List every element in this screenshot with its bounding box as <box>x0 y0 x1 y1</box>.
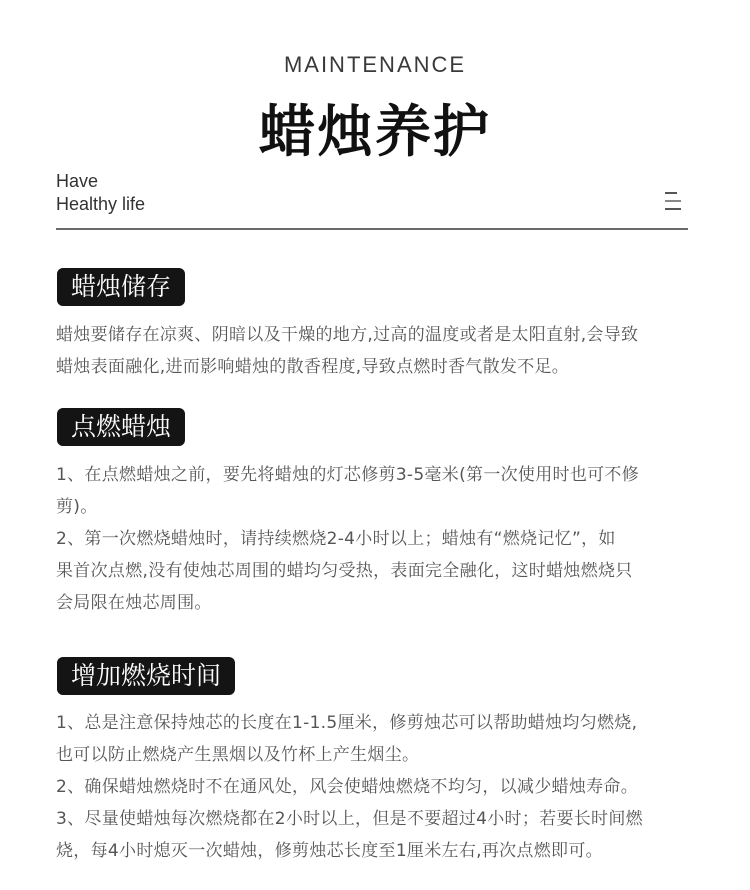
tagline-line-2: Healthy life <box>56 194 146 214</box>
text-line: 会局限在烛芯周围。 <box>56 593 212 613</box>
text-line: 2、确保蜡烛燃烧时不在通风处，风会使蜡烛燃烧不均匀，以减少蜡烛寿命。 <box>56 777 639 797</box>
text-line: 2、第一次燃烧蜡烛时，请持续燃烧2-4小时以上；蜡烛有“燃烧记忆”，如 <box>56 529 616 549</box>
text-line: 果首次点燃,没有使烛芯周围的蜡均匀受热，表面完全融化，这时蜡烛燃烧只 <box>56 561 633 581</box>
text-line: 烧，每4小时熄灭一次蜡烛，修剪烛芯长度至1厘米左右,再次点燃即可。 <box>56 841 603 861</box>
text-line: 剪)。 <box>56 497 98 517</box>
header-divider <box>56 228 688 230</box>
section-body-storage <box>56 319 696 383</box>
text-line: 蜡烛表面融化,进而影响蜡烛的散香程度,导致点燃时香气散发不足。 <box>56 357 570 377</box>
section-body-burn-time <box>56 707 696 867</box>
text-line: 3、尽量使蜡烛每次燃烧都在2小时以上，但是不要超过4小时；若要长时间燃 <box>56 809 643 829</box>
text-line: 蜡烛要储存在凉爽、阴暗以及干燥的地方,过高的温度或者是太阳直射,会导致 <box>56 325 639 345</box>
section-heading-burn-time: 增加燃烧时间 <box>57 657 235 695</box>
page-title: 蜡烛养护 <box>259 100 491 165</box>
eyebrow-label: MAINTENANCE <box>283 52 467 77</box>
tagline <box>56 170 145 216</box>
text-line: 1、在点燃蜡烛之前，要先将蜡烛的灯芯修剪3-5毫米(第一次使用时也可不修 <box>56 465 640 485</box>
menu-icon <box>665 192 681 212</box>
section-heading-storage: 蜡烛储存 <box>57 268 185 306</box>
tagline-line-1: Have <box>56 171 99 191</box>
section-heading-lighting: 点燃蜡烛 <box>57 408 185 446</box>
section-body-lighting <box>56 459 696 619</box>
text-line: 也可以防止燃烧产生黑烟以及竹杯上产生烟尘。 <box>56 745 420 765</box>
text-line: 1、总是注意保持烛芯的长度在1-1.5厘米，修剪烛芯可以帮助蜡烛均匀燃烧, <box>56 713 638 733</box>
